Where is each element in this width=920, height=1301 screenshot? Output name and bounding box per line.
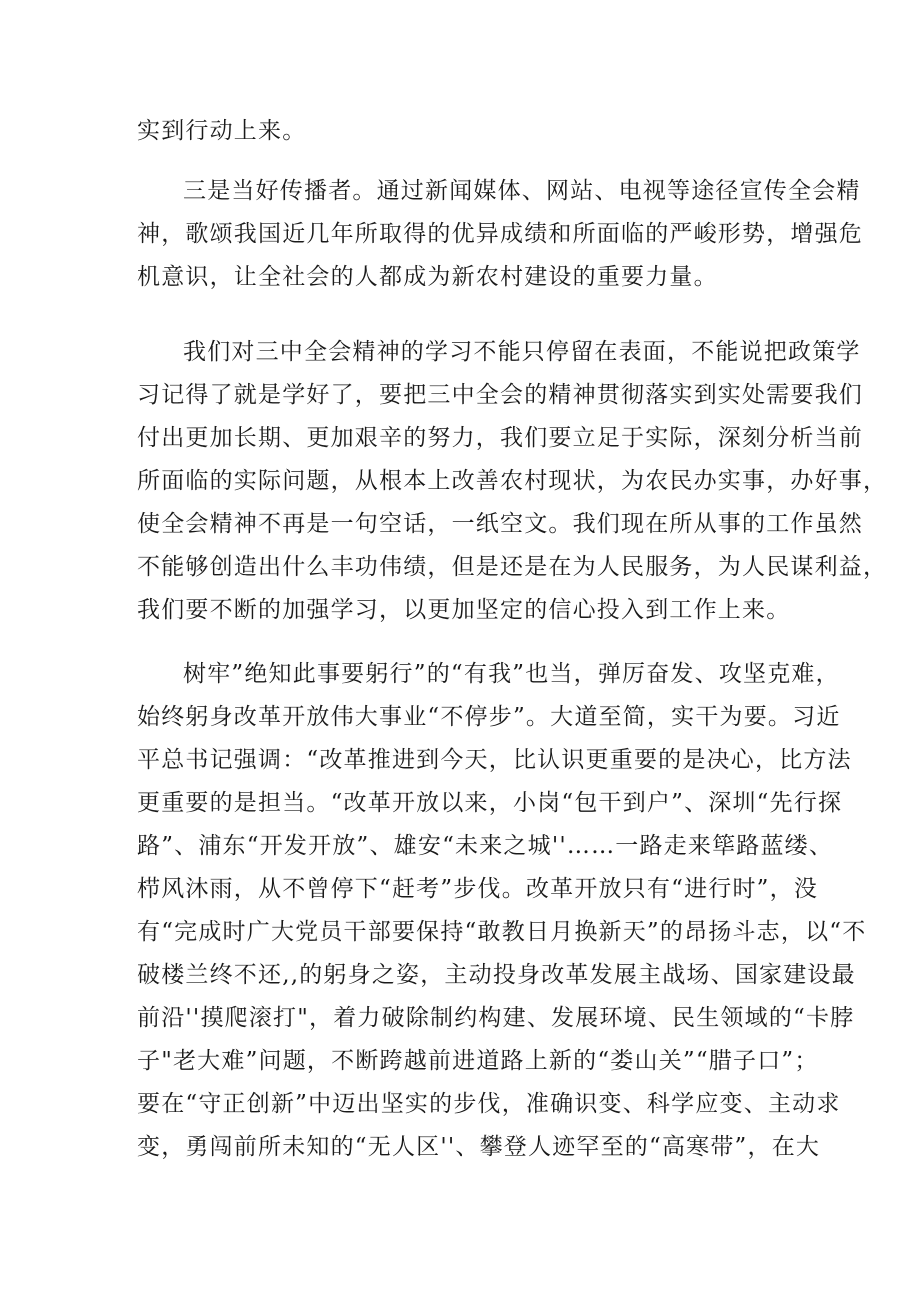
text-line: 机意识，让全社会的人都成为新农村建设的重要力量。: [137, 264, 718, 290]
text-line: 子"老大难”问题，不断跨越前进道路上新的“娄山关”“腊子口”；: [137, 1048, 819, 1074]
text-line: 实到行动上来。: [137, 118, 307, 144]
text-line: 要在“守正创新”中迈出坚实的步伐，准确识变、科学应变、主动求: [137, 1091, 841, 1117]
text-line: 使全会精神不再是一句空话，一纸空文。我们现在所从事的工作虽然: [137, 511, 863, 537]
text-line: 我们对三中全会精神的学习不能只停留在表面，不能说把政策学: [183, 339, 861, 365]
text-line: 付出更加长期、更加艰辛的努力，我们要立足于实际，深刻分析当前: [137, 425, 863, 451]
text-line: 路”、浦东“开发开放”、雄安“未来之城''……一路走来筚路蓝缕、: [137, 833, 834, 859]
text-line: 有“完成时广大党员干部要保持“敢教日月换新天”的昂扬斗志，以“不: [137, 919, 867, 945]
text-line: 神，歌颂我国近几年所取得的优异成绩和所面临的严峻形势，增强危: [137, 221, 863, 247]
text-line: 习记得了就是学好了，要把三中全会的精神贯彻落实到实处需要我们: [137, 382, 863, 408]
text-line: 始终躬身改革开放伟大事业“不停步”。大道至简，实干为要。习近: [137, 704, 841, 730]
text-line: 更重要的是担当。“改革开放以来，小岗“包干到户”、深圳“先行探: [137, 790, 843, 816]
text-line: 我们要不断的加强学习，以更加坚定的信心投入到工作上来。: [137, 597, 791, 623]
text-line: 变，勇闯前所未知的“无人区''、攀登人迹罕至的“高寒带”，在大: [137, 1134, 821, 1160]
text-line: 前沿''摸爬滚打"，着力破除制约构建、发展环境、民生领域的“卡脖: [137, 1005, 855, 1031]
text-line: 三是当好传播者。通过新闻媒体、网站、电视等途径宣传全会精: [183, 178, 861, 204]
text-line: 不能够创造出什么丰功伟绩，但是还是在为人民服务，为人民谋利益，: [137, 554, 888, 580]
text-line: 栉风沐雨，从不曾停下“赶考”步伐。改革开放只有“进行时”，没: [137, 876, 819, 902]
text-line: 所面临的实际问题，从根本上改善农村现状，为农民办实事，办好事，: [137, 468, 888, 494]
text-line: 破楼兰终不还,,的躬身之姿，主动投身改革发展主战场、国家建设最: [137, 962, 856, 988]
text-line: 树牢”绝知此事要躬行”的“有我”也当，弹厉奋发、攻坚克难，: [183, 661, 840, 687]
text-line: 平总书记强调：“改革推进到今天，比认识更重要的是决心，比方法: [137, 747, 852, 773]
